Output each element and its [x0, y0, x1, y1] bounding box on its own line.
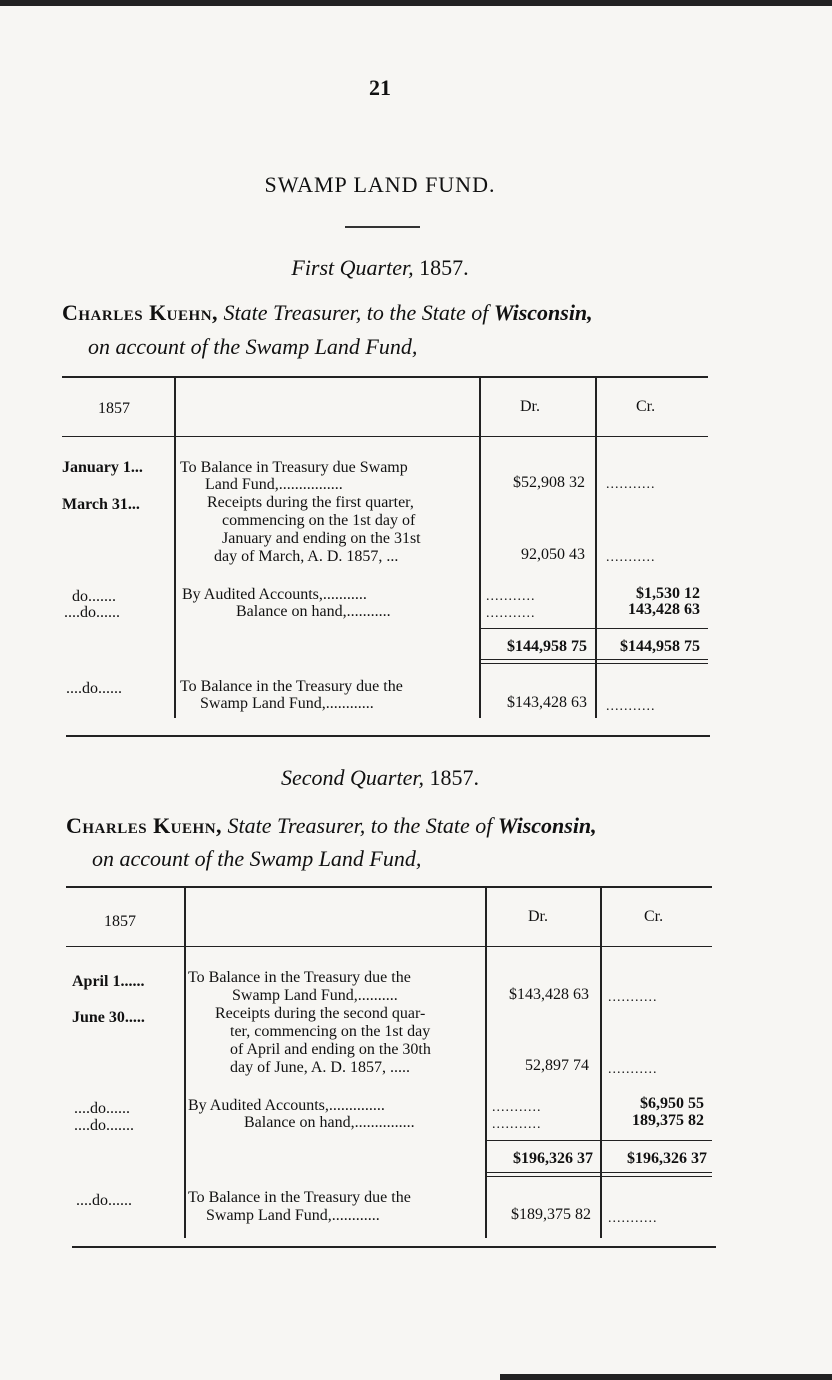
- quarter-label: Second Quarter,: [281, 765, 424, 790]
- row-desc: commencing on the 1st day of: [222, 512, 416, 529]
- row-desc: day of June, A. D. 1857, .....: [230, 1059, 410, 1076]
- bottom-border: [500, 1374, 832, 1380]
- row-date: ....do......: [66, 680, 122, 697]
- row-cr: ...........: [608, 1211, 658, 1226]
- header-dr: Dr.: [520, 398, 540, 415]
- quarter-year: 1857.: [419, 255, 469, 280]
- total-dr: $144,958 75: [507, 638, 587, 655]
- total-cr: $196,326 37: [627, 1150, 707, 1167]
- total-rule: [481, 659, 708, 660]
- total-rule: [481, 663, 708, 664]
- row-cr: 143,428 63: [628, 601, 700, 618]
- account-text-2: on account of the Swamp Land Fund,: [88, 334, 418, 359]
- row-cr: ...........: [606, 550, 656, 565]
- row-cr: $1,530 12: [636, 585, 700, 602]
- row-date: ....do......: [76, 1192, 132, 1209]
- table-top-rule: [62, 376, 708, 378]
- header-dr: Dr.: [528, 908, 548, 925]
- row-dr: $143,428 63: [509, 986, 589, 1003]
- top-border: [0, 0, 832, 6]
- row-desc: Receipts during the first quarter,: [207, 494, 414, 511]
- row-desc: of April and ending on the 30th: [230, 1041, 431, 1058]
- account-text: State Treasurer, to the State of: [223, 300, 489, 325]
- row-desc: To Balance in the Treasury due the: [188, 1189, 411, 1206]
- row-date: March 31...: [62, 496, 140, 513]
- row-date: April 1......: [72, 973, 145, 990]
- row-dr: ...........: [492, 1117, 542, 1132]
- total-cr: $144,958 75: [620, 638, 700, 655]
- header-rule: [62, 436, 708, 437]
- total-rule: [487, 1140, 712, 1141]
- account-line-1: [62, 300, 593, 326]
- row-desc: Receipts during the second quar-: [215, 1005, 426, 1022]
- row-desc: Swamp Land Fund,............: [200, 695, 374, 712]
- row-cr: ...........: [606, 477, 656, 492]
- header-cr: Cr.: [636, 398, 656, 415]
- header-date: 1857: [104, 913, 136, 930]
- row-desc: Balance on hand,...............: [244, 1114, 415, 1131]
- row-dr: ...........: [486, 589, 536, 604]
- column-rule: [174, 378, 176, 718]
- row-desc: January and ending on the 31st: [222, 530, 421, 547]
- row-desc: Land Fund,................: [205, 476, 343, 493]
- row-date: June 30.....: [72, 1009, 145, 1026]
- total-rule: [487, 1176, 712, 1177]
- page-title: SWAMP LAND FUND.: [264, 172, 496, 197]
- header-rule: [66, 946, 712, 947]
- row-cr: 189,375 82: [632, 1112, 704, 1129]
- table-bottom-rule: [72, 1246, 716, 1248]
- state-name: Wisconsin,: [497, 813, 597, 838]
- row-desc: To Balance in the Treasury due the: [188, 969, 411, 986]
- row-dr: ...........: [486, 606, 536, 621]
- treasurer-name: Charles Kuehn,: [66, 813, 223, 838]
- title-divider: [345, 226, 420, 228]
- row-date: ....do.......: [74, 1117, 134, 1134]
- total-rule: [481, 628, 708, 629]
- row-date: ....do......: [74, 1100, 130, 1117]
- row-desc: Balance on hand,...........: [236, 603, 391, 620]
- account-text: State Treasurer, to the State of: [227, 813, 493, 838]
- row-cr: $6,950 55: [640, 1095, 704, 1112]
- table-top-rule: [66, 886, 712, 888]
- header-cr: Cr.: [644, 908, 664, 925]
- row-date: ....do......: [64, 604, 120, 621]
- row-desc: By Audited Accounts,...........: [182, 586, 367, 603]
- row-desc: day of March, A. D. 1857, ...: [214, 548, 399, 565]
- page-number: 21: [369, 75, 391, 100]
- header-date: 1857: [98, 400, 130, 417]
- row-dr: 92,050 43: [521, 546, 585, 563]
- row-cr: ...........: [608, 990, 658, 1005]
- row-cr: ...........: [608, 1062, 658, 1077]
- quarter-heading-1: [0, 255, 760, 281]
- total-dr: $196,326 37: [513, 1150, 593, 1167]
- row-dr: ...........: [492, 1100, 542, 1115]
- account-text-2: on account of the Swamp Land Fund,: [92, 846, 422, 871]
- row-date: January 1...: [62, 459, 143, 476]
- column-rule: [600, 888, 602, 1238]
- row-cr: ...........: [606, 699, 656, 714]
- total-rule: [487, 1172, 712, 1173]
- row-dr: 52,897 74: [525, 1057, 589, 1074]
- column-rule: [479, 378, 481, 718]
- quarter-year: 1857.: [429, 765, 479, 790]
- row-date: do.......: [72, 588, 116, 605]
- row-dr: $143,428 63: [507, 694, 587, 711]
- state-name: Wisconsin,: [493, 300, 593, 325]
- row-desc: By Audited Accounts,..............: [188, 1097, 385, 1114]
- row-desc: Swamp Land Fund,............: [206, 1207, 380, 1224]
- quarter-label: First Quarter,: [291, 255, 414, 280]
- column-rule: [595, 378, 597, 718]
- account-line-2: [92, 846, 421, 872]
- row-dr: $189,375 82: [511, 1206, 591, 1223]
- quarter-heading-2: [0, 765, 760, 791]
- row-dr: $52,908 32: [513, 474, 585, 491]
- account-line-1: [66, 813, 597, 839]
- table-bottom-rule: [66, 735, 710, 737]
- column-rule: [184, 888, 186, 1238]
- account-line-2: [88, 334, 417, 360]
- row-desc: Swamp Land Fund,..........: [232, 987, 398, 1004]
- row-desc: ter, commencing on the 1st day: [230, 1023, 431, 1040]
- treasurer-name: Charles Kuehn,: [62, 300, 219, 325]
- row-desc: To Balance in the Treasury due the: [180, 678, 403, 695]
- row-desc: To Balance in Treasury due Swamp: [180, 459, 408, 476]
